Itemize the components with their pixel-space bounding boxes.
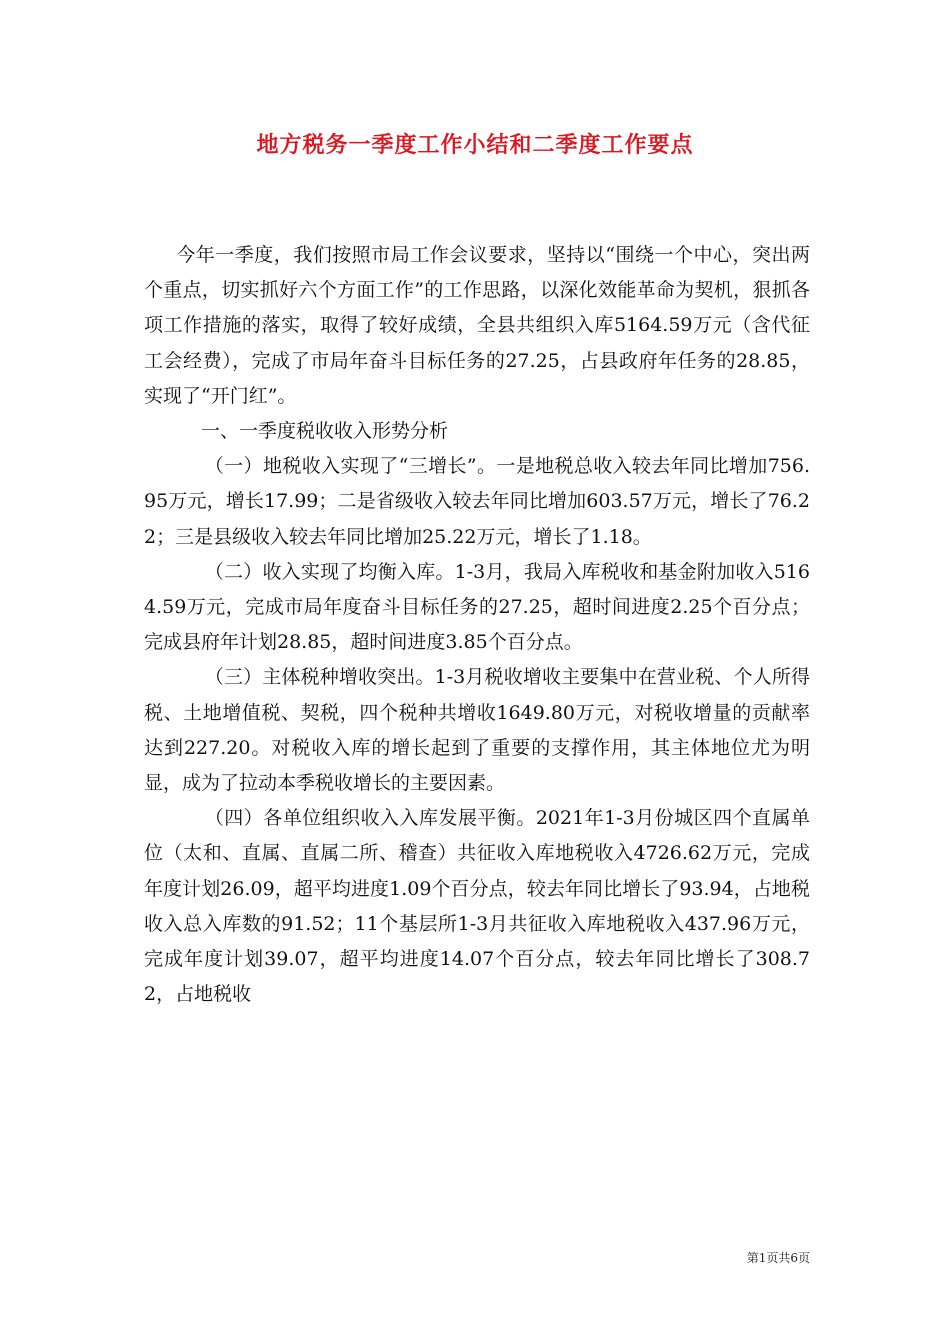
document-title: 地方税务一季度工作小结和二季度工作要点 bbox=[256, 132, 694, 158]
section-heading: 一、一季度税收收入形势分析 bbox=[201, 420, 449, 443]
document-body bbox=[144, 238, 810, 1012]
paragraph-item-4: （四）各单位组织收入入库发展平衡。2021年1-3月份城区四个直属单位（太和、直属、直属二所、稽查）共征收入库地税收入4726.62万元，完成年度计划26.09，超平均进度1.09个百分点，较去年同比增长了93.94，占地税收入总入库数的91.52；11个基层所1-3月共征收入库地税收入437.96万元，完成年度计划39.07，超平均进度14.07个百分点，较去年同比增长了308.72，占地税收 bbox=[144, 807, 810, 1006]
intro-paragraph: 今年一季度，我们按照市局工作会议要求，坚持以“围绕一个中心，突出两个重点，切实抓好六个方面工作”的工作思路，以深化效能革命为契机，狠抓各项工作措施的落实，取得了较好成绩，全县共组织入库5164.59万元（含代征工会经费），完成了市局年奋斗目标任务的27.25，占县政府年任务的28.85，实现了“开门红”。 bbox=[144, 244, 810, 407]
paragraph-item-2: （二）收入实现了均衡入库。1-3月，我局入库税收和基金附加收入5164.59万元，完成市局年度奋斗目标任务的27.25，超时间进度2.25个百分点；完成县府年计划28.85，超时间进度3.85个百分点。 bbox=[144, 560, 810, 654]
paragraph-item-1: （一）地税收入实现了“三增长”。一是地税总收入较去年同比增加756.95万元，增长17.99；二是省级收入较去年同比增加603.57万元，增长了76.22；三是县级收入较去年同比增加25.22万元，增长了1.18。 bbox=[144, 455, 810, 548]
paragraph-item-3: （三）主体税种增收突出。1-3月税收增收主要集中在营业税、个人所得税、土地增值税、契税，四个税种共增收1649.80万元，对税收增量的贡献率达到227.20。对税收入库的增长起到了重要的支撑作用，其主体地位尤为明显，成为了拉动本季税收增长的主要因素。 bbox=[144, 666, 810, 795]
page-number: 第1页共6页 bbox=[746, 1251, 810, 1265]
